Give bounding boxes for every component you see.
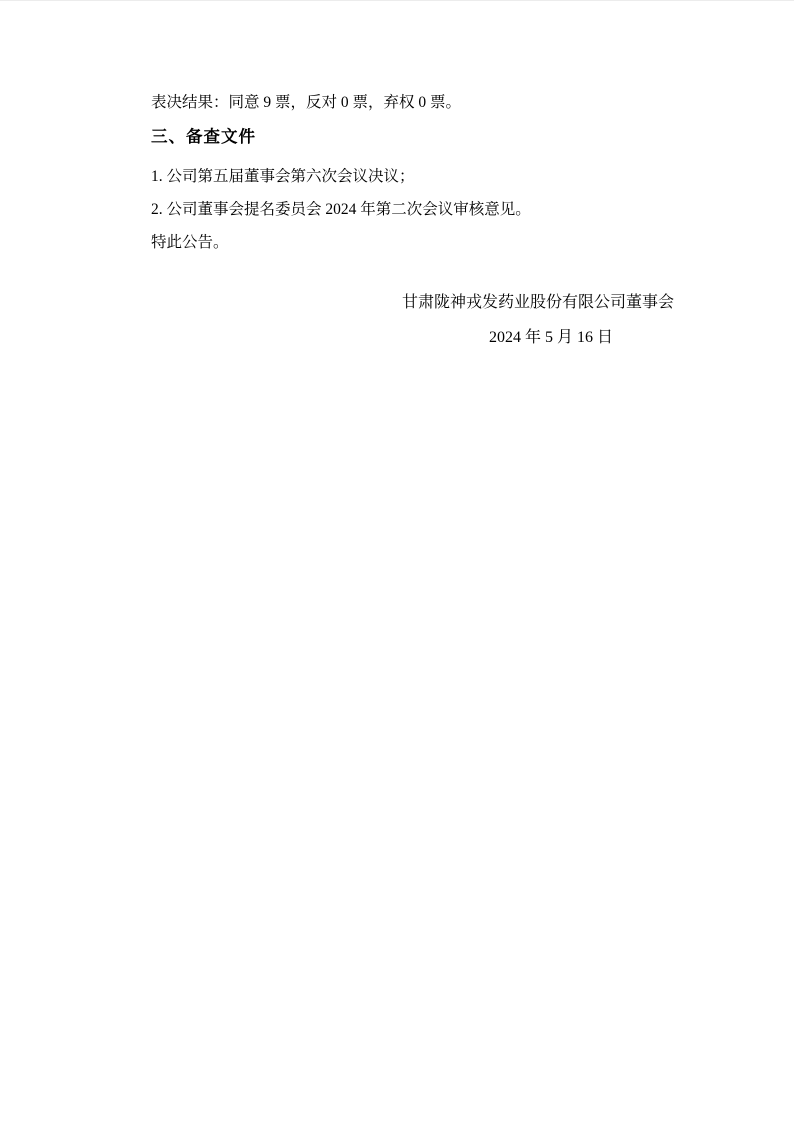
- company-signature: 甘肃陇神戎发药业股份有限公司董事会: [401, 294, 674, 311]
- signature-block: [151, 294, 674, 347]
- announcement-date: 2024 年 5 月 16 日: [488, 329, 613, 346]
- reference-document-item-1: 1. 公司第五届董事会第六次会议决议；: [151, 168, 415, 185]
- vote-result-line: 表决结果：同意 9 票，反对 0 票，弃权 0 票。: [151, 94, 462, 111]
- section-heading-reference-documents: 三、备查文件: [151, 128, 256, 146]
- closing-line: 特此公告。: [151, 234, 229, 251]
- document-content: [151, 1, 674, 347]
- reference-document-item-2: 2. 公司董事会提名委员会 2024 年第二次会议审核意见。: [151, 201, 531, 218]
